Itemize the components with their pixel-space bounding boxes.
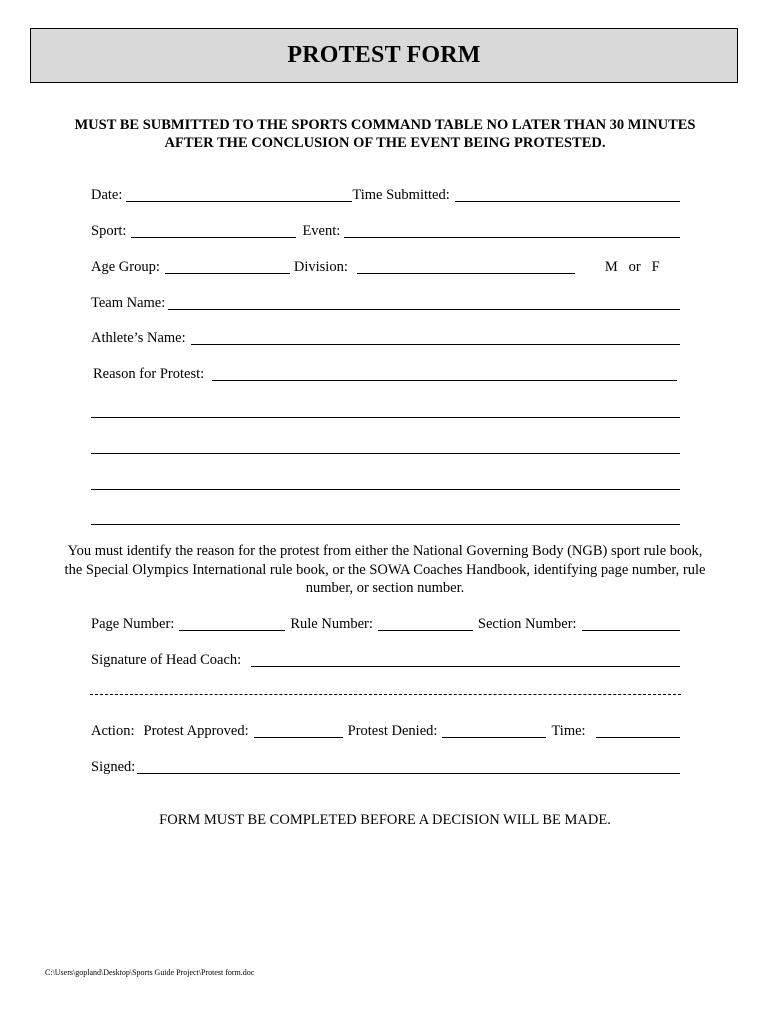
section-number-label: Section Number: — [477, 616, 577, 632]
reason-line-3[interactable] — [91, 453, 680, 454]
athlete-name-row — [91, 329, 680, 349]
paragraph-line-1: You must identify the reason for the protest from either the National Governing Body (NGB) sport rule book, — [67, 543, 703, 559]
reason-line-4[interactable] — [91, 489, 680, 490]
time-submitted-field[interactable] — [455, 200, 680, 202]
signed-row — [91, 758, 680, 778]
title-box — [30, 28, 738, 83]
reference-row — [91, 615, 680, 635]
protest-denied-label: Protest Denied: — [347, 723, 438, 739]
protest-denied-field[interactable] — [442, 736, 546, 738]
division-field[interactable] — [357, 272, 575, 274]
action-row — [91, 722, 680, 742]
decision-time-label: Time: — [551, 723, 586, 739]
section-number-field[interactable] — [582, 629, 680, 631]
athlete-name-label: Athlete’s Name: — [91, 330, 186, 346]
coach-signature-label: Signature of Head Coach: — [91, 652, 242, 668]
team-name-field[interactable] — [168, 308, 680, 310]
gender-choice[interactable]: M or F — [604, 259, 660, 275]
reason-line-2[interactable] — [91, 417, 680, 418]
division-label: Division: — [293, 259, 348, 275]
completion-notice: FORM MUST BE COMPLETED BEFORE A DECISION WILL BE MADE. — [159, 812, 611, 828]
sport-field[interactable] — [131, 236, 296, 238]
paragraph-line-2: the Special Olympics International rule book, or the SOWA Coaches Handbook, identifying page number, rule — [64, 561, 706, 578]
reason-row — [93, 365, 677, 385]
identify-reason-paragraph — [40, 542, 730, 598]
paragraph-line-3: number, or section number. — [305, 580, 465, 596]
protest-approved-field[interactable] — [254, 736, 343, 738]
decision-time-field[interactable] — [596, 736, 680, 738]
dashed-separator — [90, 694, 681, 695]
time-submitted-label: Time Submitted: — [352, 187, 450, 203]
team-name-row — [91, 294, 680, 314]
form-title: PROTEST FORM — [287, 42, 481, 68]
event-field[interactable] — [344, 236, 680, 238]
rule-number-label: Rule Number: — [290, 616, 373, 632]
submission-instruction — [40, 116, 730, 152]
rule-number-field[interactable] — [378, 629, 473, 631]
protest-approved-label: Protest Approved: — [143, 723, 249, 739]
instruction-line-2: AFTER THE CONCLUSION OF THE EVENT BEING PROTESTED. — [164, 135, 606, 151]
file-path: C:\Users\gopland\Desktop\Sports Guide Project\Protest form.doc — [45, 968, 255, 977]
page-number-label: Page Number: — [91, 616, 175, 632]
age-division-row — [91, 258, 680, 278]
action-label: Action: — [91, 723, 135, 739]
sport-event-row — [91, 222, 680, 242]
coach-signature-row — [91, 651, 680, 671]
team-name-label: Team Name: — [91, 295, 166, 311]
reason-field[interactable] — [212, 379, 677, 381]
instruction-line-1: MUST BE SUBMITTED TO THE SPORTS COMMAND TABLE NO LATER THAN 30 MINUTES — [74, 117, 696, 133]
reason-line-5[interactable] — [91, 524, 680, 525]
page-number-field[interactable] — [179, 629, 285, 631]
signed-field[interactable] — [137, 772, 680, 774]
reason-label: Reason for Protest: — [93, 366, 205, 382]
age-group-label: Age Group: — [91, 259, 160, 275]
coach-signature-field[interactable] — [251, 665, 680, 667]
sport-label: Sport: — [91, 223, 127, 239]
age-group-field[interactable] — [165, 272, 290, 274]
athlete-name-field[interactable] — [191, 343, 680, 345]
signed-label: Signed: — [91, 759, 136, 775]
date-field[interactable] — [126, 200, 352, 202]
date-time-row — [91, 186, 680, 206]
event-label: Event: — [302, 223, 341, 239]
date-label: Date: — [91, 187, 123, 203]
